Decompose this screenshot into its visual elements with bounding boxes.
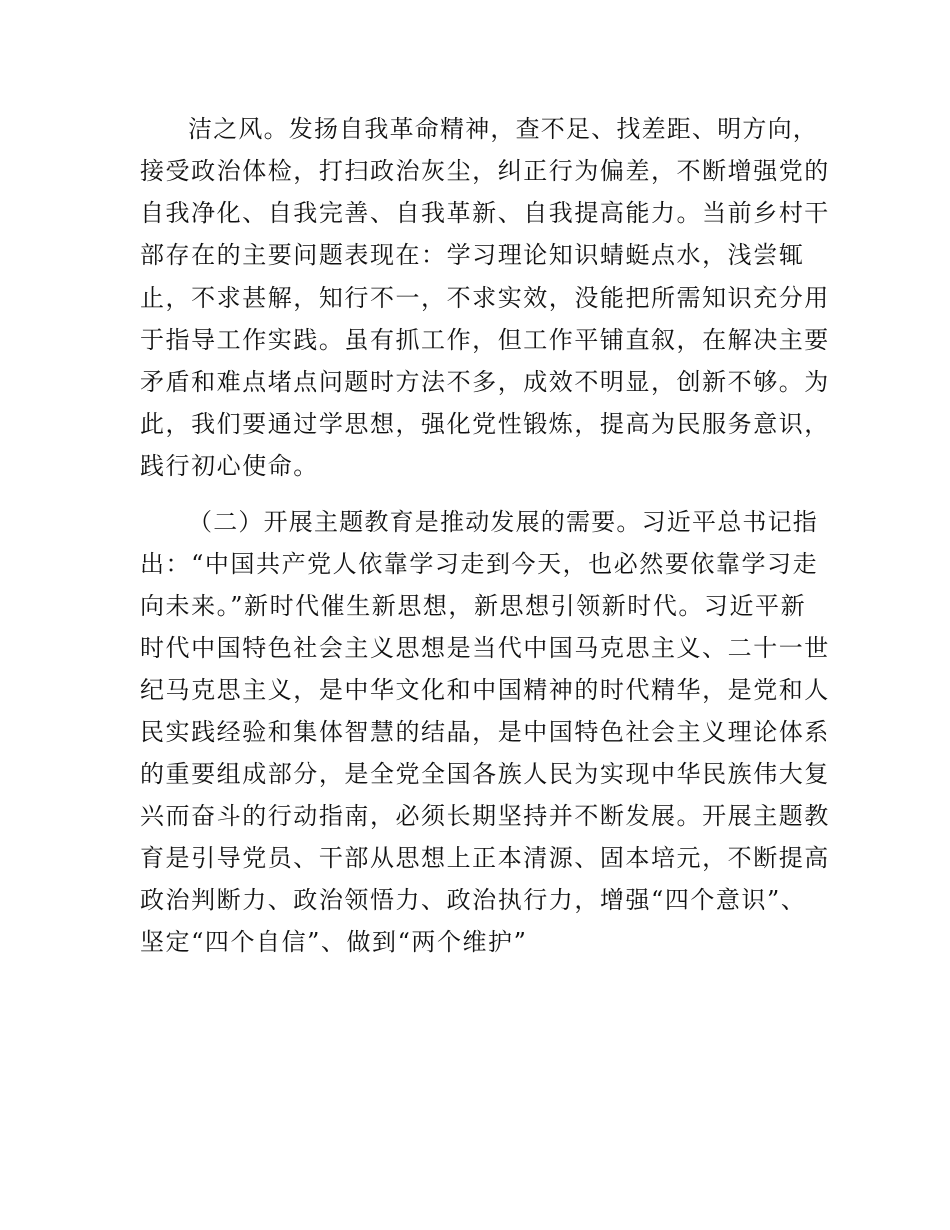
paragraph-line: 于指导工作实践。虽有抓工作，但工作平铺直叙，在解决主要 <box>140 326 830 354</box>
paragraph-line: 时代中国特色社会主义思想是当代中国马克思主义、二十一世 <box>140 634 830 662</box>
paragraph-line: 政治判断力、政治领悟力、政治执行力，增强“四个意识”、 <box>140 886 807 914</box>
paragraph-line: 出：“中国共产党人依靠学习走到今天，也必然要依靠学习走 <box>140 550 819 578</box>
paragraph-line: 止，不求甚解，知行不一，不求实效，没能把所需知识充分用 <box>140 284 830 312</box>
paragraph-line: 部存在的主要问题表现在：学习理论知识蜻蜓点水，浅尝辄 <box>140 241 805 269</box>
paragraph-line: 接受政治体检，打扫政治灰尘，纠正行为偏差，不断增强党的 <box>140 157 830 185</box>
paragraph-line: 洁之风。发扬自我革命精神，查不足、找差距、明方向， <box>188 115 818 143</box>
paragraph-line: 兴而奋斗的行动指南，必须长期坚持并不断发展。开展主题教 <box>140 802 830 830</box>
paragraph-line: 育是引导党员、干部从思想上正本清源、固本培元，不断提高 <box>140 844 830 872</box>
paragraph-line: 矛盾和难点堵点问题时方法不多，成效不明显，创新不够。为 <box>140 368 830 396</box>
paragraph-line: 纪马克思主义，是中华文化和中国精神的时代精华，是党和人 <box>140 676 830 704</box>
paragraph-line: 践行初心使命。 <box>140 452 319 480</box>
paragraph-line: 此，我们要通过学思想，强化党性锻炼，提高为民服务意识， <box>140 410 830 438</box>
paragraph-line: 民实践经验和集体智慧的结晶，是中国特色社会主义理论体系 <box>140 718 830 746</box>
paragraph-line: 自我净化、自我完善、自我革新、自我提高能力。当前乡村干 <box>140 199 830 227</box>
paragraph-line: 坚定“四个自信”、做到“两个维护” <box>140 928 528 956</box>
paragraph-line: （二）开展主题教育是推动发展的需要。习近平总书记指 <box>188 508 818 536</box>
paragraph-line: 的重要组成部分，是全党全国各族人民为实现中华民族伟大复 <box>140 760 830 788</box>
paragraph-line: 向未来。”新时代催生新思想，新思想引领新时代。习近平新 <box>140 592 807 620</box>
